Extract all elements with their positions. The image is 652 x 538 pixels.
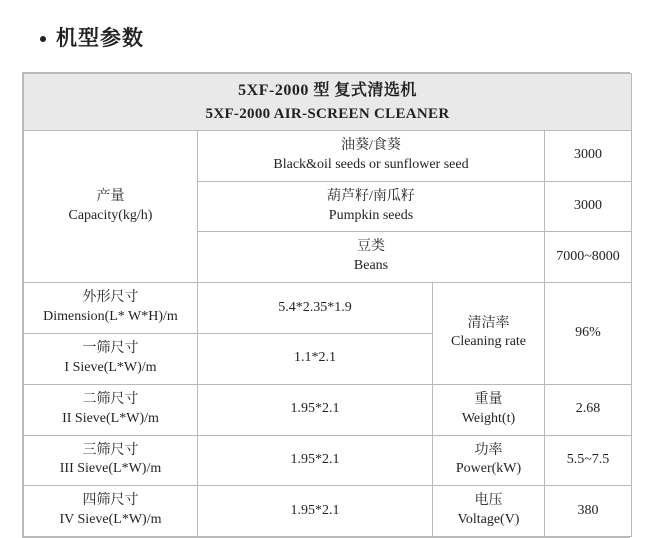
sieve3-label-cell <box>24 435 198 486</box>
sieve3-value: 1.95*2.1 <box>198 435 433 486</box>
dimension-label-cell <box>24 283 198 334</box>
table-row <box>24 435 632 486</box>
table-title-cn: 5XF-2000 型 复式清选机 <box>238 82 417 99</box>
sieve1-label-en: I Sieve(L*W)/m <box>64 359 157 375</box>
capacity-label-en: Capacity(kg/h) <box>68 207 153 223</box>
weight-label-en: Weight(t) <box>461 410 516 426</box>
capacity-item-2-name-cn: 豆类 <box>357 239 385 255</box>
cleaning-rate-label-en: Cleaning rate <box>450 334 527 350</box>
table-row <box>24 283 632 334</box>
sieve2-label-cell <box>24 384 198 435</box>
dimension-value: 5.4*2.35*1.9 <box>198 283 433 334</box>
table-row <box>24 486 632 537</box>
power-label-en: Power(kW) <box>455 461 522 477</box>
capacity-item-0-value: 3000 <box>545 130 632 181</box>
voltage-label-cell <box>433 486 545 537</box>
voltage-label-cn: 电压 <box>474 493 503 509</box>
capacity-item-2-name-en: Beans <box>353 258 389 274</box>
weight-label-cn: 重量 <box>474 391 503 407</box>
table-title-cell <box>24 74 632 131</box>
table-header-row <box>24 74 632 131</box>
capacity-item-0-name-en: Black&oil seeds or sunflower seed <box>273 156 469 172</box>
sieve2-label-en: II Sieve(L*W)/m <box>62 410 159 426</box>
spec-table <box>23 73 632 537</box>
weight-label-cell <box>433 384 545 435</box>
capacity-item-0-name <box>198 130 545 181</box>
voltage-label-en: Voltage(V) <box>457 512 520 528</box>
page-title: 机型参数 <box>56 27 144 50</box>
power-label-cell <box>433 435 545 486</box>
sieve4-label-en: IV Sieve(L*W)/m <box>59 512 162 528</box>
sieve2-label-cn: 二筛尺寸 <box>82 391 139 407</box>
sieve2-value: 1.95*2.1 <box>198 384 433 435</box>
weight-value: 2.68 <box>545 384 632 435</box>
power-label-cn: 功率 <box>474 442 503 458</box>
table-row <box>24 384 632 435</box>
capacity-label-cn: 产量 <box>96 188 125 204</box>
sieve4-label-cn: 四筛尺寸 <box>82 493 139 509</box>
sieve1-label-cell <box>24 333 198 384</box>
cleaning-rate-label-cell <box>433 283 545 385</box>
sieve1-label-cn: 一筛尺寸 <box>82 340 139 356</box>
table-row <box>24 130 632 181</box>
sieve4-value: 1.95*2.1 <box>198 486 433 537</box>
capacity-item-1-name <box>198 181 545 232</box>
sieve3-label-en: III Sieve(L*W)/m <box>59 461 162 477</box>
cleaning-rate-value: 96% <box>545 283 632 385</box>
sieve4-label-cell <box>24 486 198 537</box>
page-heading <box>0 0 652 52</box>
voltage-value: 380 <box>545 486 632 537</box>
dimension-label-en: Dimension(L* W*H)/m <box>43 309 178 325</box>
capacity-item-1-name-en: Pumpkin seeds <box>328 207 414 223</box>
spec-table-wrapper <box>22 72 630 538</box>
sieve3-label-cn: 三筛尺寸 <box>82 442 139 458</box>
capacity-item-0-name-cn: 油葵/食葵 <box>341 137 401 153</box>
sieve1-value: 1.1*2.1 <box>198 333 433 384</box>
capacity-item-1-value: 3000 <box>545 181 632 232</box>
capacity-item-2-name <box>198 232 545 283</box>
capacity-item-1-name-cn: 葫芦籽/南瓜籽 <box>327 188 415 204</box>
capacity-item-2-value: 7000~8000 <box>545 232 632 283</box>
bullet-icon <box>40 36 46 42</box>
table-title-en: 5XF-2000 AIR-SCREEN CLEANER <box>205 105 450 122</box>
dimension-label-cn: 外形尺寸 <box>82 290 139 306</box>
power-value: 5.5~7.5 <box>545 435 632 486</box>
cleaning-rate-label-cn: 清洁率 <box>467 315 510 331</box>
capacity-label-cell <box>24 130 198 282</box>
